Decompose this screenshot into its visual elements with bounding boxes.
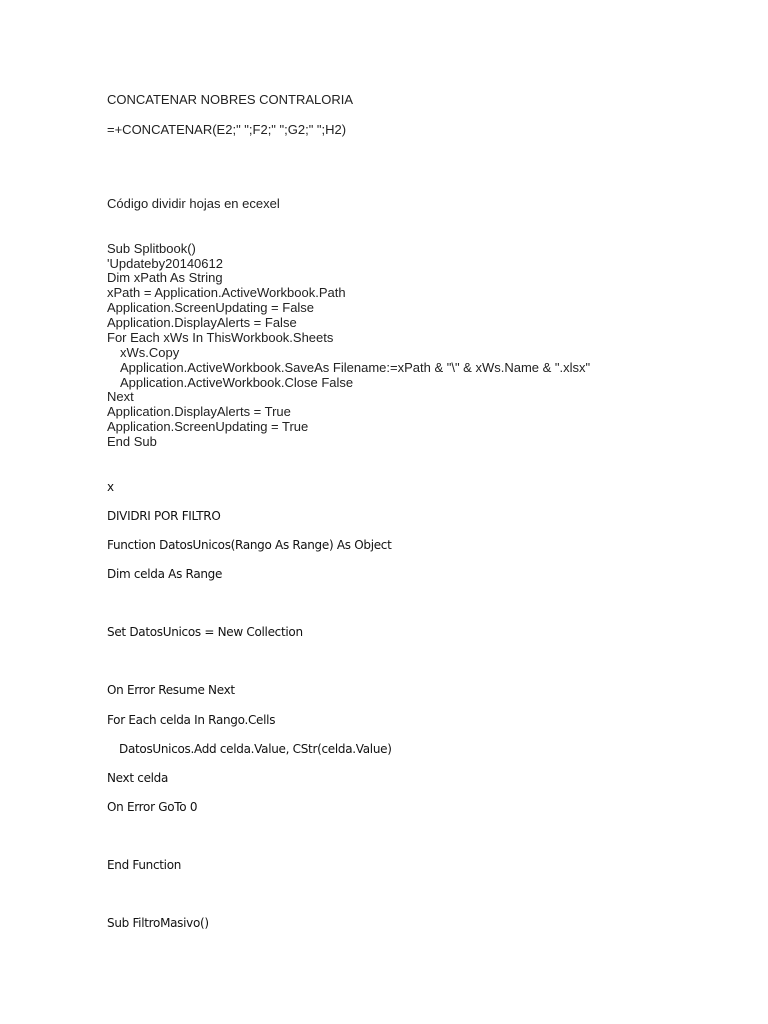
code-line: Next <box>107 389 134 404</box>
code-line: For Each xWs In ThisWorkbook.Sheets <box>107 330 334 345</box>
code-line: Function DatosUnicos(Rango As Range) As Object <box>107 538 392 552</box>
code-line: On Error Resume Next <box>107 683 235 697</box>
code-line: Sub Splitbook() <box>107 241 196 256</box>
code-line: xPath = Application.ActiveWorkbook.Path <box>107 285 346 300</box>
code-line: End Sub <box>107 434 157 449</box>
code-line: xWs.Copy <box>120 345 180 360</box>
code-line: For Each celda In Rango.Cells <box>107 713 276 727</box>
code-line: Application.DisplayAlerts = False <box>107 315 297 330</box>
code-line: DatosUnicos.Add celda.Value, CStr(celda.Value) <box>119 742 392 756</box>
code-line: End Function <box>107 858 182 872</box>
code-line: Application.ScreenUpdating = True <box>107 419 309 434</box>
section-heading-filter: DIVIDRI POR FILTRO <box>107 509 221 523</box>
code-line: Application.ActiveWorkbook.SaveAs Filename:=xPath & "\" & xWs.Name & ".xlsx" <box>120 360 591 375</box>
code-line: Next celda <box>107 771 169 785</box>
code-line: Dim xPath As String <box>107 270 223 285</box>
code-line: On Error GoTo 0 <box>107 800 198 814</box>
concatenate-formula: =+CONCATENAR(E2;" ";F2;" ";G2;" ";H2) <box>107 122 347 137</box>
code-line: Application.DisplayAlerts = True <box>107 404 291 419</box>
section-heading-concatenar: CONCATENAR NOBRES CONTRALORIA <box>107 92 354 107</box>
code-line: Application.ScreenUpdating = False <box>107 300 315 315</box>
marker-x: x <box>107 480 114 494</box>
code-line: Dim celda As Range <box>107 567 223 581</box>
section-heading-split-sheets: Código dividir hojas en ecexel <box>107 196 280 211</box>
code-line: Application.ActiveWorkbook.Close False <box>120 375 354 390</box>
code-line: Set DatosUnicos = New Collection <box>107 625 303 639</box>
code-line: 'Updateby20140612 <box>107 256 223 271</box>
code-line: Sub FiltroMasivo() <box>107 916 209 930</box>
